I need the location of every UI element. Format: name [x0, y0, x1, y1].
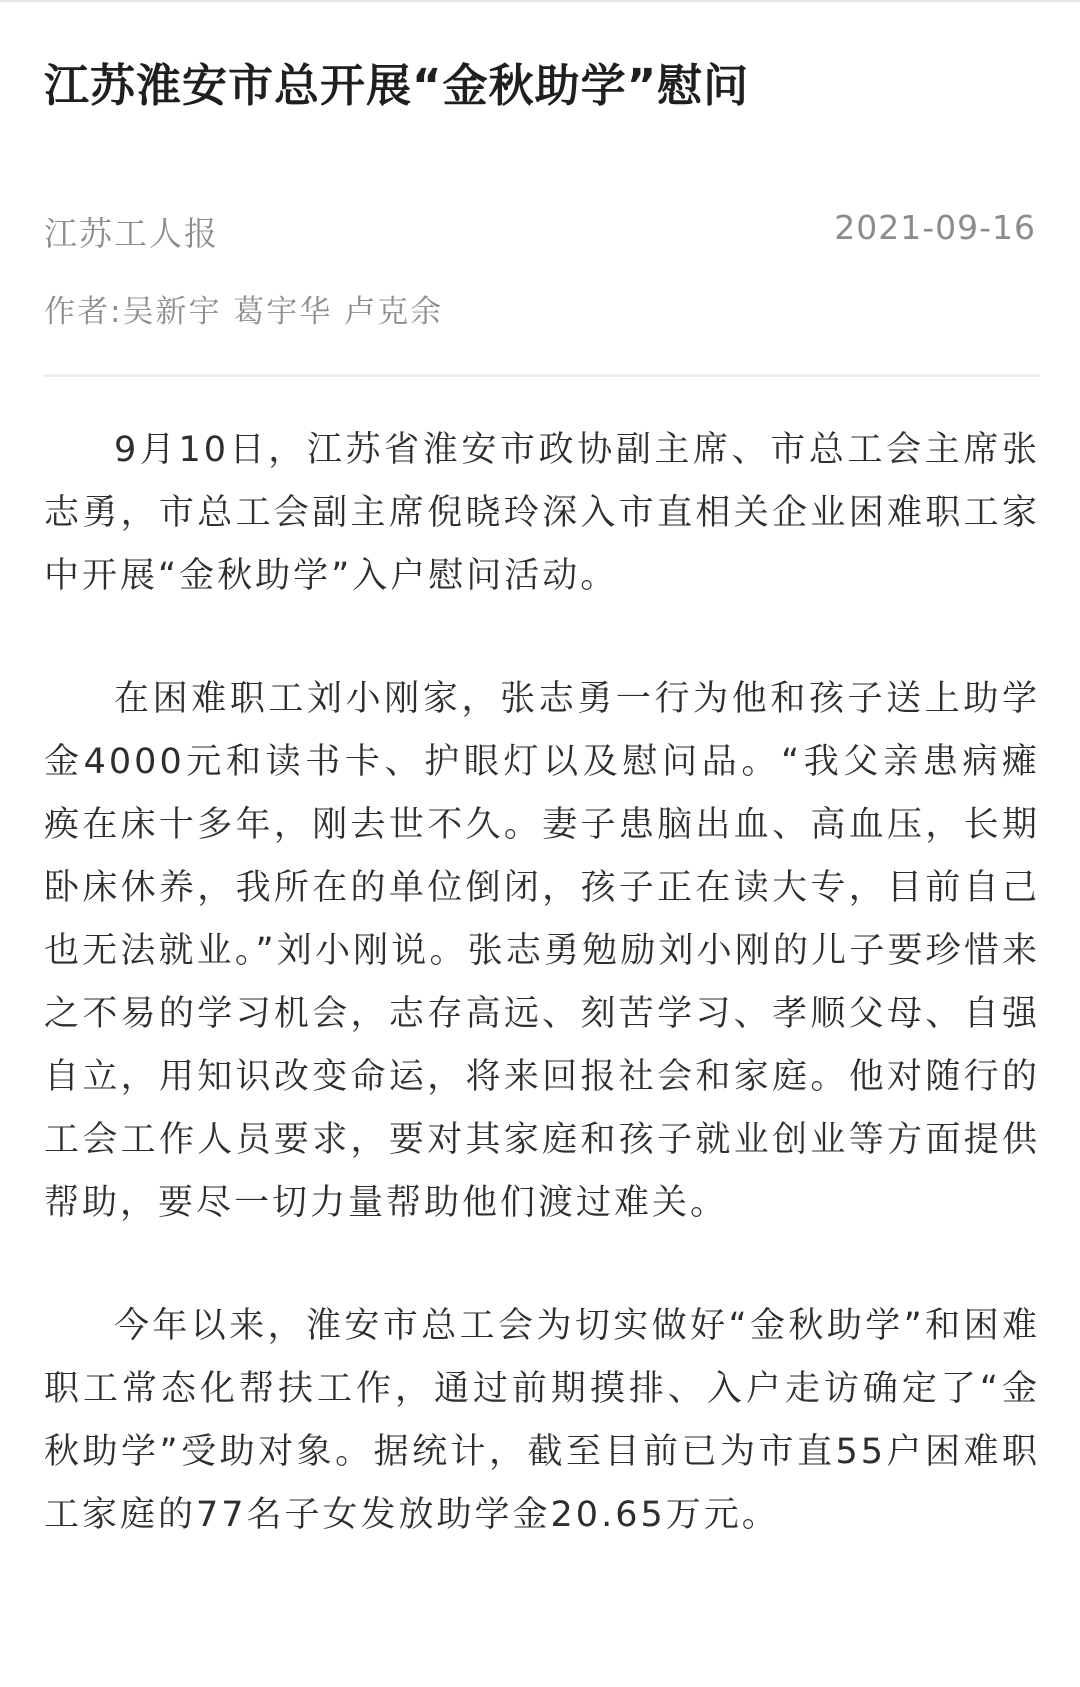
- article-body: [44, 419, 1040, 1547]
- article-meta: [44, 208, 1040, 252]
- top-divider: [0, 0, 1080, 2]
- header-divider: [44, 374, 1040, 377]
- article-paragraph: 今年以来，淮安市总工会为切实做好“金秋助学”和困难职工常态化帮扶工作，通过前期摸排、入户走访确定了“金秋助学”受助对象。据统计，截至目前已为市直55户困难职工家庭的77名子女发放助学金20.65万元。: [44, 1306, 1040, 1535]
- article-authors: 作者:吴新宇 葛宇华 卢克余: [44, 294, 444, 330]
- article-source[interactable]: 江苏工人报: [44, 214, 219, 253]
- publish-date: 2021-09-16: [834, 208, 1036, 247]
- article-title: 江苏淮安市总开展“金秋助学”慰问: [44, 59, 750, 112]
- article-paragraph: 在困难职工刘小刚家，张志勇一行为他和孩子送上助学金4000元和读书卡、护眼灯以及慰问品。“我父亲患病瘫痪在床十多年，刚去世不久。妻子患脑出血、高血压，长期卧床休养，我所在的单位倒闭，孩子正在读大专，目前自己也无法就业。”刘小刚说。张志勇勉励刘小刚的儿子要珍惜来之不易的学习机会，志存高远、刻苦学习、孝顺父母、自强自立，用知识改变命运，将来回报社会和家庭。他对随行的工会工作人员要求，要对其家庭和孩子就业创业等方面提供帮助，要尽一切力量帮助他们渡过难关。: [44, 679, 1040, 1223]
- article-container: [44, 56, 1040, 1607]
- article-paragraph: 9月10日，江苏省淮安市政协副主席、市总工会主席张志勇，市总工会副主席倪晓玲深入市直相关企业困难职工家中开展“金秋助学”入户慰问活动。: [44, 430, 1040, 596]
